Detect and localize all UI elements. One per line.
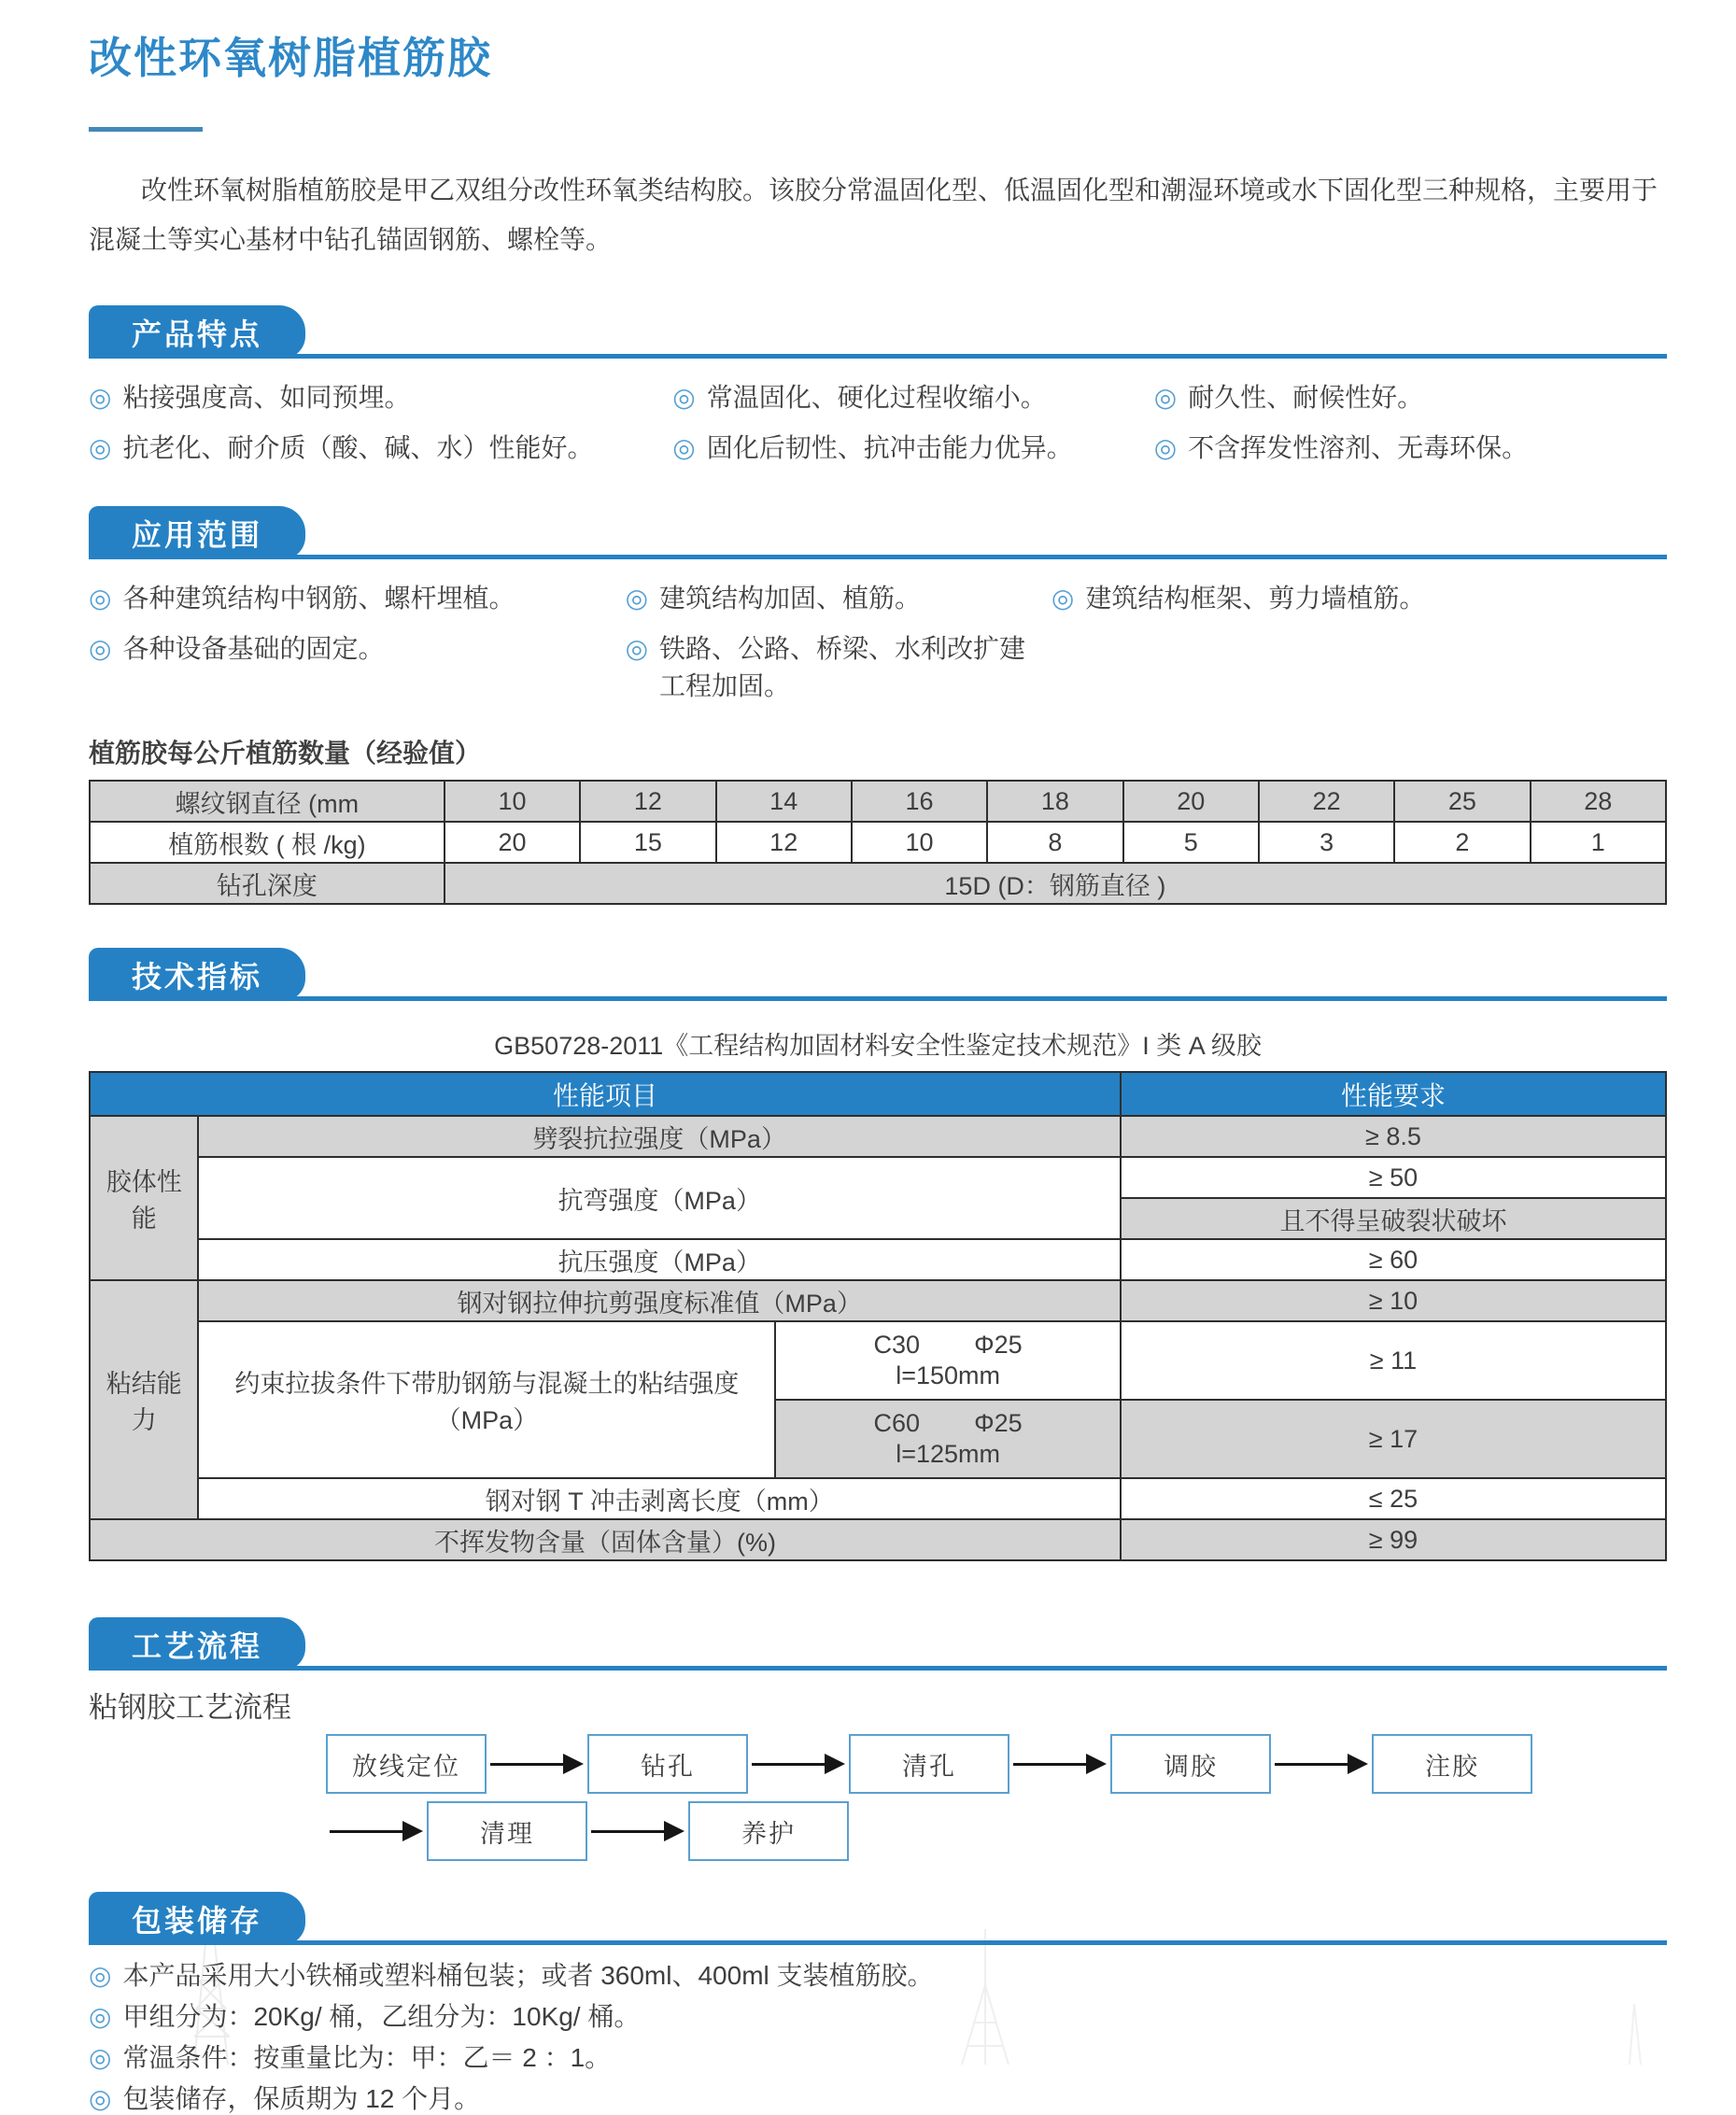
- process-flow-row-2: [326, 1798, 1667, 1864]
- table-row: [90, 1239, 1666, 1280]
- row-header: 钻孔深度: [90, 863, 445, 904]
- feature-text: 粘接强度高、如同预埋。: [122, 383, 411, 412]
- bullet-icon: ◎: [1051, 584, 1075, 613]
- section-title: 工艺流程: [132, 1629, 263, 1663]
- feature-text: 不含挥发性溶剂、无毒环保。: [1188, 433, 1529, 462]
- requirement-value: ≥ 17: [1121, 1400, 1666, 1478]
- title-underline-dash: [89, 127, 203, 132]
- table-row-diameter: [90, 781, 1666, 822]
- column-header-item: 性能项目: [90, 1072, 1121, 1116]
- flow-arrow-icon: [752, 1763, 825, 1766]
- table-cell: 20: [445, 822, 580, 863]
- concrete-grade: C60: [873, 1409, 921, 1437]
- application-text: 各种建筑结构中钢筋、螺杆埋植。: [122, 584, 515, 613]
- section-underline: [89, 1666, 1667, 1671]
- table-row: [90, 1157, 1666, 1198]
- section-title: 包装储存: [132, 1903, 263, 1938]
- bar-diameter: Φ25: [974, 1331, 1023, 1359]
- table-header-row: [90, 1072, 1666, 1116]
- table-cell: 10: [445, 781, 580, 822]
- application-item: [89, 630, 626, 705]
- section-tab: [89, 506, 305, 559]
- application-item: [626, 630, 1051, 705]
- condition-cell: [775, 1400, 1121, 1478]
- feature-text: 抗老化、耐介质（酸、碱、水）性能好。: [122, 433, 594, 462]
- table-cell: 12: [716, 822, 852, 863]
- section-header-tech: [89, 948, 1667, 1001]
- packaging-text: 本产品采用大小铁桶或塑料桶包装；或者 360ml、400ml 支装植筋胶。: [122, 1961, 934, 1990]
- table-row: [90, 1321, 1666, 1400]
- packaging-item: [89, 2001, 1667, 2033]
- packaging-text: 甲组分为：20Kg/ 桶，乙组分为：10Kg/ 桶。: [122, 2002, 641, 2031]
- flow-step: 清孔: [849, 1734, 1009, 1794]
- bullet-icon: ◎: [625, 584, 649, 613]
- section-header-packaging: [89, 1892, 1667, 1945]
- requirement-value: ≥ 60: [1121, 1239, 1666, 1280]
- feature-item: [1154, 379, 1667, 416]
- section-tab: [89, 1617, 305, 1671]
- requirement-value: ≥ 50: [1121, 1157, 1666, 1198]
- feature-item: [672, 379, 1153, 416]
- table-cell: 10: [852, 822, 987, 863]
- table-cell: 20: [1123, 781, 1259, 822]
- flow-arrow-icon: [1275, 1763, 1348, 1766]
- packaging-text: 包装储存，保质期为 12 个月。: [122, 2084, 481, 2113]
- row-header: 螺纹钢直径 (mm: [90, 781, 445, 822]
- requirement-value: 且不得呈破裂状破坏: [1121, 1198, 1666, 1239]
- flow-arrow-icon: [1013, 1763, 1086, 1766]
- feature-text: 常温固化、硬化过程收缩小。: [706, 383, 1047, 412]
- flow-step: 注胶: [1372, 1734, 1532, 1794]
- tech-table: [89, 1071, 1667, 1561]
- feature-item: [672, 430, 1153, 467]
- feature-text: 固化后韧性、抗冲击能力优异。: [706, 433, 1073, 462]
- bullet-icon: ◎: [89, 2002, 112, 2031]
- bullet-icon: ◎: [1153, 383, 1178, 412]
- bullet-icon: ◎: [89, 433, 112, 462]
- application-text: 建筑结构加固、植筋。: [659, 584, 922, 613]
- process-flow-row-1: [326, 1731, 1667, 1797]
- section-underline: [89, 354, 1667, 359]
- rebar-table: [89, 780, 1667, 905]
- flow-step: 放线定位: [326, 1734, 487, 1794]
- section-title: 技术指标: [132, 959, 263, 994]
- property-label: 不挥发物含量（固体含量）(%): [90, 1519, 1121, 1560]
- table-cell: 28: [1531, 781, 1666, 822]
- requirement-value: ≥ 11: [1121, 1321, 1666, 1400]
- packaging-item: [89, 2083, 1667, 2115]
- embed-length: l=125mm: [896, 1440, 1000, 1468]
- feature-item: [1154, 430, 1667, 467]
- flow-step: 调胶: [1110, 1734, 1271, 1794]
- section-header-features: [89, 305, 1667, 359]
- property-label: 钢对钢 T 冲击剥离长度（mm）: [198, 1478, 1120, 1519]
- table-cell: 18: [987, 781, 1122, 822]
- section-tab: [89, 948, 305, 1001]
- table-cell: 25: [1394, 781, 1530, 822]
- applications-list: [89, 580, 1667, 705]
- application-item-empty: [1051, 630, 1667, 705]
- packaging-text: 常温条件：按重量比为：甲：乙＝ 2 ：1。: [122, 2043, 612, 2072]
- flow-arrow-icon: [330, 1830, 402, 1833]
- application-item: [626, 580, 1051, 617]
- condition-cell: [775, 1321, 1121, 1400]
- property-label: 抗压强度（MPa）: [198, 1239, 1120, 1280]
- bullet-icon: ◎: [1153, 433, 1178, 462]
- table-cell: 2: [1394, 822, 1530, 863]
- section-underline: [89, 555, 1667, 559]
- flow-arrow-icon: [490, 1763, 563, 1766]
- feature-item: [89, 379, 672, 416]
- section-underline: [89, 996, 1667, 1001]
- flow-step: 清理: [427, 1801, 587, 1861]
- property-label: 钢对钢拉伸抗剪强度标准值（MPa）: [198, 1280, 1120, 1321]
- bullet-icon: ◎: [89, 634, 112, 663]
- application-item: [1051, 580, 1667, 617]
- concrete-grade: C30: [873, 1331, 921, 1359]
- table-row: [90, 1280, 1666, 1321]
- table-cell: 3: [1259, 822, 1394, 863]
- bullet-icon: ◎: [89, 383, 112, 412]
- application-text: 各种设备基础的固定。: [122, 634, 385, 663]
- property-label: 劈裂抗拉强度（MPa）: [198, 1116, 1120, 1157]
- application-text: 建筑结构框架、剪力墙植筋。: [1085, 584, 1426, 613]
- property-label: 约束拉拔条件下带肋钢筋与混凝土的粘结强度（MPa）: [198, 1321, 775, 1478]
- table-cell: 15: [580, 822, 715, 863]
- page-title: 改性环氧树脂植筋胶: [89, 34, 492, 82]
- bullet-icon: ◎: [625, 634, 649, 663]
- table-cell: 16: [852, 781, 987, 822]
- group-label-bond: 粘结能力: [90, 1280, 198, 1519]
- flow-arrow-icon: [591, 1830, 664, 1833]
- section-tab: [89, 1892, 305, 1945]
- section-underline: [89, 1940, 1667, 1945]
- section-tab: [89, 305, 305, 359]
- table-cell: 12: [580, 781, 715, 822]
- bullet-icon: ◎: [89, 2043, 112, 2072]
- requirement-value: ≥ 8.5: [1121, 1116, 1666, 1157]
- process-subtitle: 粘钢胶工艺流程: [89, 1691, 291, 1724]
- requirement-value: ≥ 10: [1121, 1280, 1666, 1321]
- packaging-item: [89, 1960, 1667, 1992]
- bullet-icon: ◎: [672, 383, 696, 412]
- group-label-body: 胶体性能: [90, 1116, 198, 1280]
- row-header: 植筋根数 ( 根 /kg): [90, 822, 445, 863]
- column-header-requirement: 性能要求: [1121, 1072, 1666, 1116]
- features-list: [89, 379, 1667, 467]
- table-cell: 8: [987, 822, 1122, 863]
- feature-text: 耐久性、耐候性好。: [1188, 383, 1424, 412]
- requirement-value: ≥ 99: [1121, 1519, 1666, 1560]
- flow-step: 养护: [688, 1801, 849, 1861]
- table-row-count: [90, 822, 1666, 863]
- requirement-value: ≤ 25: [1121, 1478, 1666, 1519]
- table-cell-merged: 15D (D：钢筋直径 ): [445, 863, 1666, 904]
- bullet-icon: ◎: [89, 584, 112, 613]
- table-cell: 5: [1123, 822, 1259, 863]
- table-cell: 1: [1531, 822, 1666, 863]
- bar-diameter: Φ25: [974, 1409, 1023, 1437]
- table-cell: 22: [1259, 781, 1394, 822]
- embed-length: l=150mm: [896, 1361, 1000, 1389]
- table-cell: 14: [716, 781, 852, 822]
- bullet-icon: ◎: [89, 1961, 112, 1990]
- section-title: 应用范围: [132, 517, 263, 552]
- section-header-process: [89, 1617, 1667, 1671]
- property-label: 抗弯强度（MPa）: [198, 1157, 1120, 1239]
- bullet-icon: ◎: [89, 2084, 112, 2113]
- standard-note: GB50728-2011《工程结构加固材料安全性鉴定技术规范》I 类 A 级胶: [494, 1032, 1262, 1060]
- section-title: 产品特点: [132, 317, 263, 351]
- section-header-applications: [89, 506, 1667, 559]
- intro-paragraph: 改性环氧树脂植筋胶是甲乙双组分改性环氧类结构胶。该胶分常温固化型、低温固化型和潮湿环境或水下固化型三种规格，主要用于混凝土等实心基材中钻孔锚固钢筋、螺栓等。: [89, 176, 1658, 254]
- rebar-table-caption: 植筋胶每公斤植筋数量（经验值）: [89, 739, 482, 768]
- packaging-item: [89, 2042, 1667, 2074]
- flow-step: 钻孔: [587, 1734, 748, 1794]
- table-row: [90, 1478, 1666, 1519]
- table-row: [90, 1116, 1666, 1157]
- bullet-icon: ◎: [672, 433, 696, 462]
- table-row-depth: [90, 863, 1666, 904]
- feature-item: [89, 430, 672, 467]
- application-item: [89, 580, 626, 617]
- table-row: [90, 1519, 1666, 1560]
- application-text: 铁路、公路、桥梁、水利改扩建工程加固。: [659, 634, 1026, 700]
- packaging-list: [89, 1960, 1667, 2115]
